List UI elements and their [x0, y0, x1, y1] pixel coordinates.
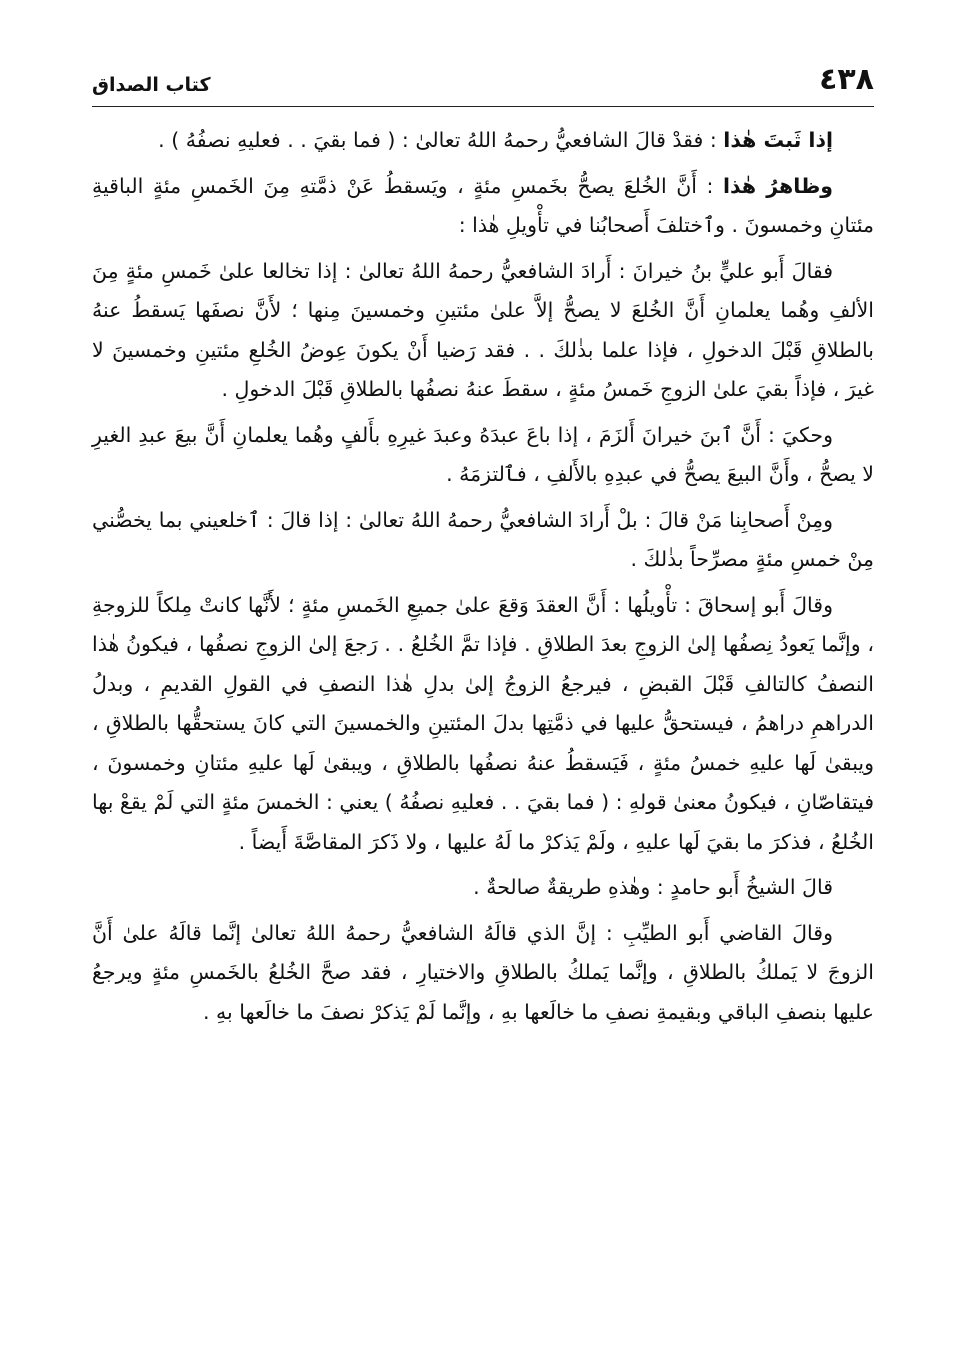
paragraph-text: ومِنْ أَصحابِنا مَنْ قالَ : بلْ أَرادَ الشافعيُّ رحمهُ اللهُ تعالىٰ : إذا قالَ : ٱخلعيني بما يخصُّني مِنْ خمسِ مئةٍ مصرِّحاً بذٰلكَ .	[92, 507, 874, 571]
paragraph-text: : أَنَّ الخُلعَ يصحُّ بخَمسِ مئةٍ ، ويَسقطُ عَنْ ذمَّتهِ مِنَ الخَمسِ مئةٍ الباقيةِ مئتانِ وخمسونَ . وٱختلفَ أَصحابُنا في تأْويلِ هٰذا :	[92, 173, 874, 237]
paragraph-lead: وظاهرُ هٰذا	[723, 173, 834, 198]
page-header	[92, 58, 874, 107]
paragraph	[92, 121, 874, 161]
page-number: ٤٣٨	[819, 62, 874, 97]
page-body	[92, 107, 874, 1032]
paragraph	[92, 586, 874, 863]
paragraph	[92, 167, 874, 246]
paragraph-text: وحكيَ : أَنَّ ٱبنَ خيرانَ أَلزَمَ ، إذا باعَ عبدَهُ وعبدَ غيرِهِ بأَلفٍ وهُما يعلمانِ أَنَّ بيعَ عبدِ الغيرِ لا يصحُّ ، وأَنَّ البيعَ يصحُّ في عبدِهِ بالأَلفِ ، فٱلتزمَهُ .	[92, 422, 874, 486]
paragraph	[92, 416, 874, 495]
paragraph-text: : فقدْ قالَ الشافعيُّ رحمهُ اللهُ تعالىٰ : ( فما بقيَ . . فعليهِ نصفُهُ ) .	[158, 128, 724, 152]
paragraph	[92, 252, 874, 410]
running-title: كتاب الصداق	[92, 74, 211, 96]
book-page	[92, 58, 874, 1038]
paragraph-text: قالَ الشيخُ أَبو حامدٍ : وهٰذهِ طريقةٌ صالحةٌ .	[473, 875, 833, 899]
paragraph-lead: إذا ثَبتَ هٰذا	[723, 128, 833, 152]
paragraph	[92, 501, 874, 580]
paragraph-text: وقالَ أَبو إسحاقَ : تأْويلُها : أَنَّ العقدَ وَقعَ علىٰ جميعِ الخَمسِ مئةٍ ؛ لأَنَّها كانتْ مِلكاً للزوجةِ ، وإنَّما يَعودُ نِصفُها إلىٰ الزوجِ بعدَ الطلاقِ . فإذا تمَّ الخُلعُ . . رَجعَ إلىٰ الزوجِ نصفُها ، فيكونُ هٰذا النصفُ كالتالفِ قَبْلَ القبضِ ، فيرجعُ الزوجُ إلىٰ بدلِ هٰذا النصفِ في القولِ القديمِ ، وبدلُ الدراهمِ دراهمُ ، فيستحقُّ عليها في ذمَّتِها بدلَ المئتينِ والخمسينَ التي كانَ يستحقُّها بالطلاقِ ، ويبقىٰ لَها عليهِ خمسُ مئةٍ ، فَيَسقطُ عنهُ نصفُها بالطلاقِ ، ويبقىٰ لَها عليهِ مئتانِ وخمسونَ ، فيتقاصّانِ ، فيكونُ معنىٰ قولهِ : ( فما بقيَ . . فعليهِ نصفُهُ ) يعني : الخمسَ مئةٍ التي لَمْ يقعْ بها الخُلعُ ، فذكرَ ما بقيَ لَها عليهِ ، ولَمْ يَذكرْ ما لَهُ عليها ، ولا ذَكرَ المقاصَّةَ أَيضاً .	[92, 592, 874, 854]
paragraph	[92, 914, 874, 1033]
paragraph-text: وقالَ القاضي أَبو الطيِّبِ : إنَّ الذي قالَهُ الشافعيُّ رحمهُ اللهُ تعالىٰ إنَّما قالَهُ علىٰ أَنَّ الزوجَ لا يَملكُ بالطلاقِ ، وإنَّما يَملكُ بالطلاقِ والاختيارِ ، فقد صحَّ الخُلعُ بالخَمسِ مئةٍ ويرجعُ عليها بنصفِ الباقي وبقيمةِ نصفِ ما خالَعها بهِ ، وإنَّما لَمْ يَذكرْ نصفَ ما خالَعها بهِ .	[92, 920, 874, 1024]
paragraph-text: فقالَ أَبو عليٍّ بنُ خيرانَ : أَرادَ الشافعيُّ رحمهُ اللهُ تعالىٰ : إذا تخالعا علىٰ خَمسِ مئةٍ مِنَ الألفِ وهُما يعلمانِ أَنَّ الخُلعَ لا يصحُّ إلاَّ علىٰ مئتينِ وخمسينَ مِنها ؛ لأَنَّ نصفَها يَسقطُ عنهُ بالطلاقِ قَبْلَ الدخولِ ، فإذا علما بذٰلكَ . . فقد رَضيا أَنْ يكونَ عِوضُ الخُلعِ مئتينِ وخمسينَ لا غيرَ ، فإذاً بقيَ علىٰ الزوجِ خَمسُ مئةٍ ، سقطَ عنهُ نصفُها بالطلاقِ قَبْلَ الدخولِ .	[92, 258, 874, 401]
paragraph	[92, 868, 874, 908]
